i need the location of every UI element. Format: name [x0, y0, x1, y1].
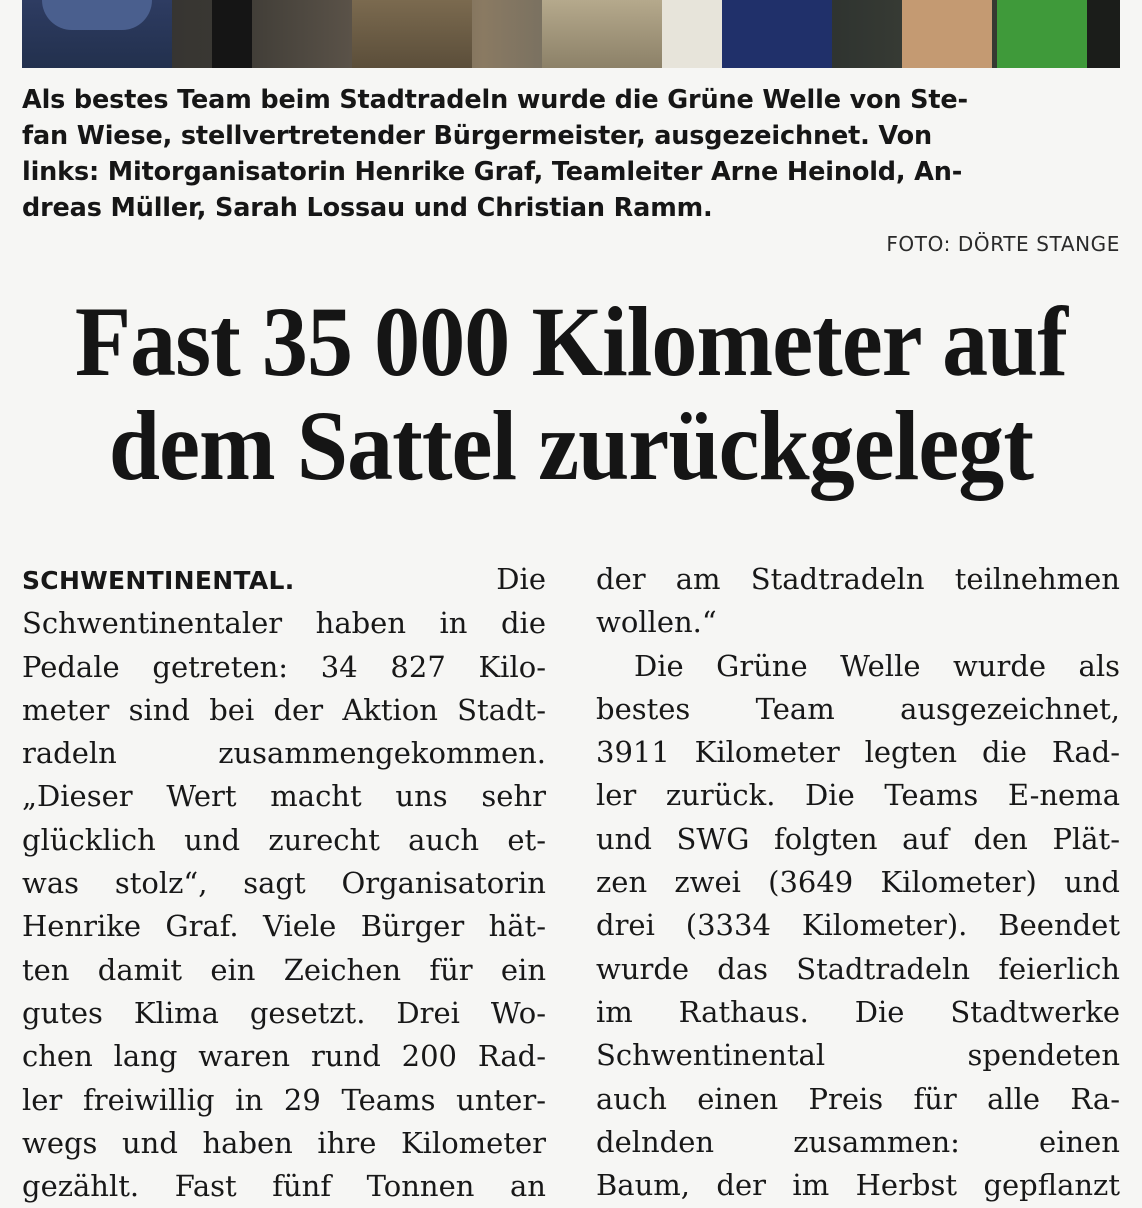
body-line: Schwentinentaler haben in die	[22, 606, 546, 641]
body-line: gutes Klima gesetzt. Drei Wo-	[22, 995, 546, 1030]
body-text: Die	[496, 562, 546, 596]
body-line: und SWG folgten auf den Plät-	[596, 821, 1120, 856]
body-line: Schwentinental spendeten	[596, 1038, 1120, 1073]
body-line	[22, 558, 546, 602]
headline-line-2: dem Sattel zurückgelegt	[108, 390, 1034, 501]
body-line: chen lang waren rund 200 Rad-	[22, 1039, 546, 1074]
body-line: der am Stadtradeln teilnehmen	[596, 562, 1120, 596]
photo-credit: FOTO: DÖRTE STANGE	[886, 232, 1120, 256]
body-line: Baum, der im Herbst gepflanzt	[596, 1168, 1120, 1203]
body-line: Die Grüne Welle wurde als	[634, 648, 1120, 683]
body-line: ler zurück. Die Teams E-nema	[596, 778, 1120, 813]
article-column-left	[22, 558, 546, 1208]
caption-line: dreas Müller, Sarah Lossau und Christian Ramm.	[22, 193, 713, 223]
body-line: 3911 Kilometer legten die Rad-	[596, 735, 1120, 770]
body-line: Pedale getreten: 34 827 Kilo-	[22, 649, 546, 684]
body-line: bestes Team ausgezeichnet,	[596, 691, 1120, 726]
body-line: auch einen Preis für alle Ra-	[596, 1081, 1120, 1116]
body-line: wollen.“	[596, 605, 717, 640]
body-line: drei (3334 Kilometer). Beendet	[596, 908, 1120, 943]
caption-line: fan Wiese, stellvertretender Bürgermeister, ausgezeichnet. Von	[22, 121, 932, 151]
body-line: was stolz“, sagt Organisatorin	[22, 866, 546, 901]
body-line: Henrike Graf. Viele Bürger hät-	[22, 909, 546, 944]
body-line: gezählt. Fast fünf Tonnen an	[22, 1169, 546, 1204]
body-line: glücklich und zurecht auch et-	[22, 822, 546, 857]
dateline: SCHWENTINENTAL.	[22, 566, 295, 595]
caption-line: links: Mitorganisatorin Henrike Graf, Teamleiter Arne Heinold, An-	[22, 157, 963, 187]
article-photo	[22, 0, 1120, 68]
body-line: delnden zusammen: einen	[596, 1124, 1120, 1159]
article-headline	[46, 286, 1097, 501]
body-line: „Dieser Wert macht uns sehr	[22, 779, 546, 814]
body-line: wegs und haben ihre Kilometer	[22, 1125, 546, 1160]
body-line: meter sind bei der Aktion Stadt-	[22, 692, 546, 727]
body-line: ten damit ein Zeichen für ein	[22, 952, 546, 987]
photo-caption	[22, 82, 1120, 256]
headline-line-1: Fast 35 000 Kilometer auf	[74, 286, 1068, 397]
body-line: wurde das Stadtradeln feierlich	[596, 951, 1120, 986]
body-line: im Rathaus. Die Stadtwerke	[596, 994, 1120, 1029]
body-line: radeln zusammengekommen.	[22, 736, 546, 771]
body-line: zen zwei (3649 Kilometer) und	[596, 865, 1120, 900]
caption-line: Als bestes Team beim Stadtradeln wurde die Grüne Welle von Ste-	[22, 85, 968, 115]
article-column-right	[596, 558, 1120, 1207]
body-line: ler freiwillig in 29 Teams unter-	[22, 1082, 546, 1117]
